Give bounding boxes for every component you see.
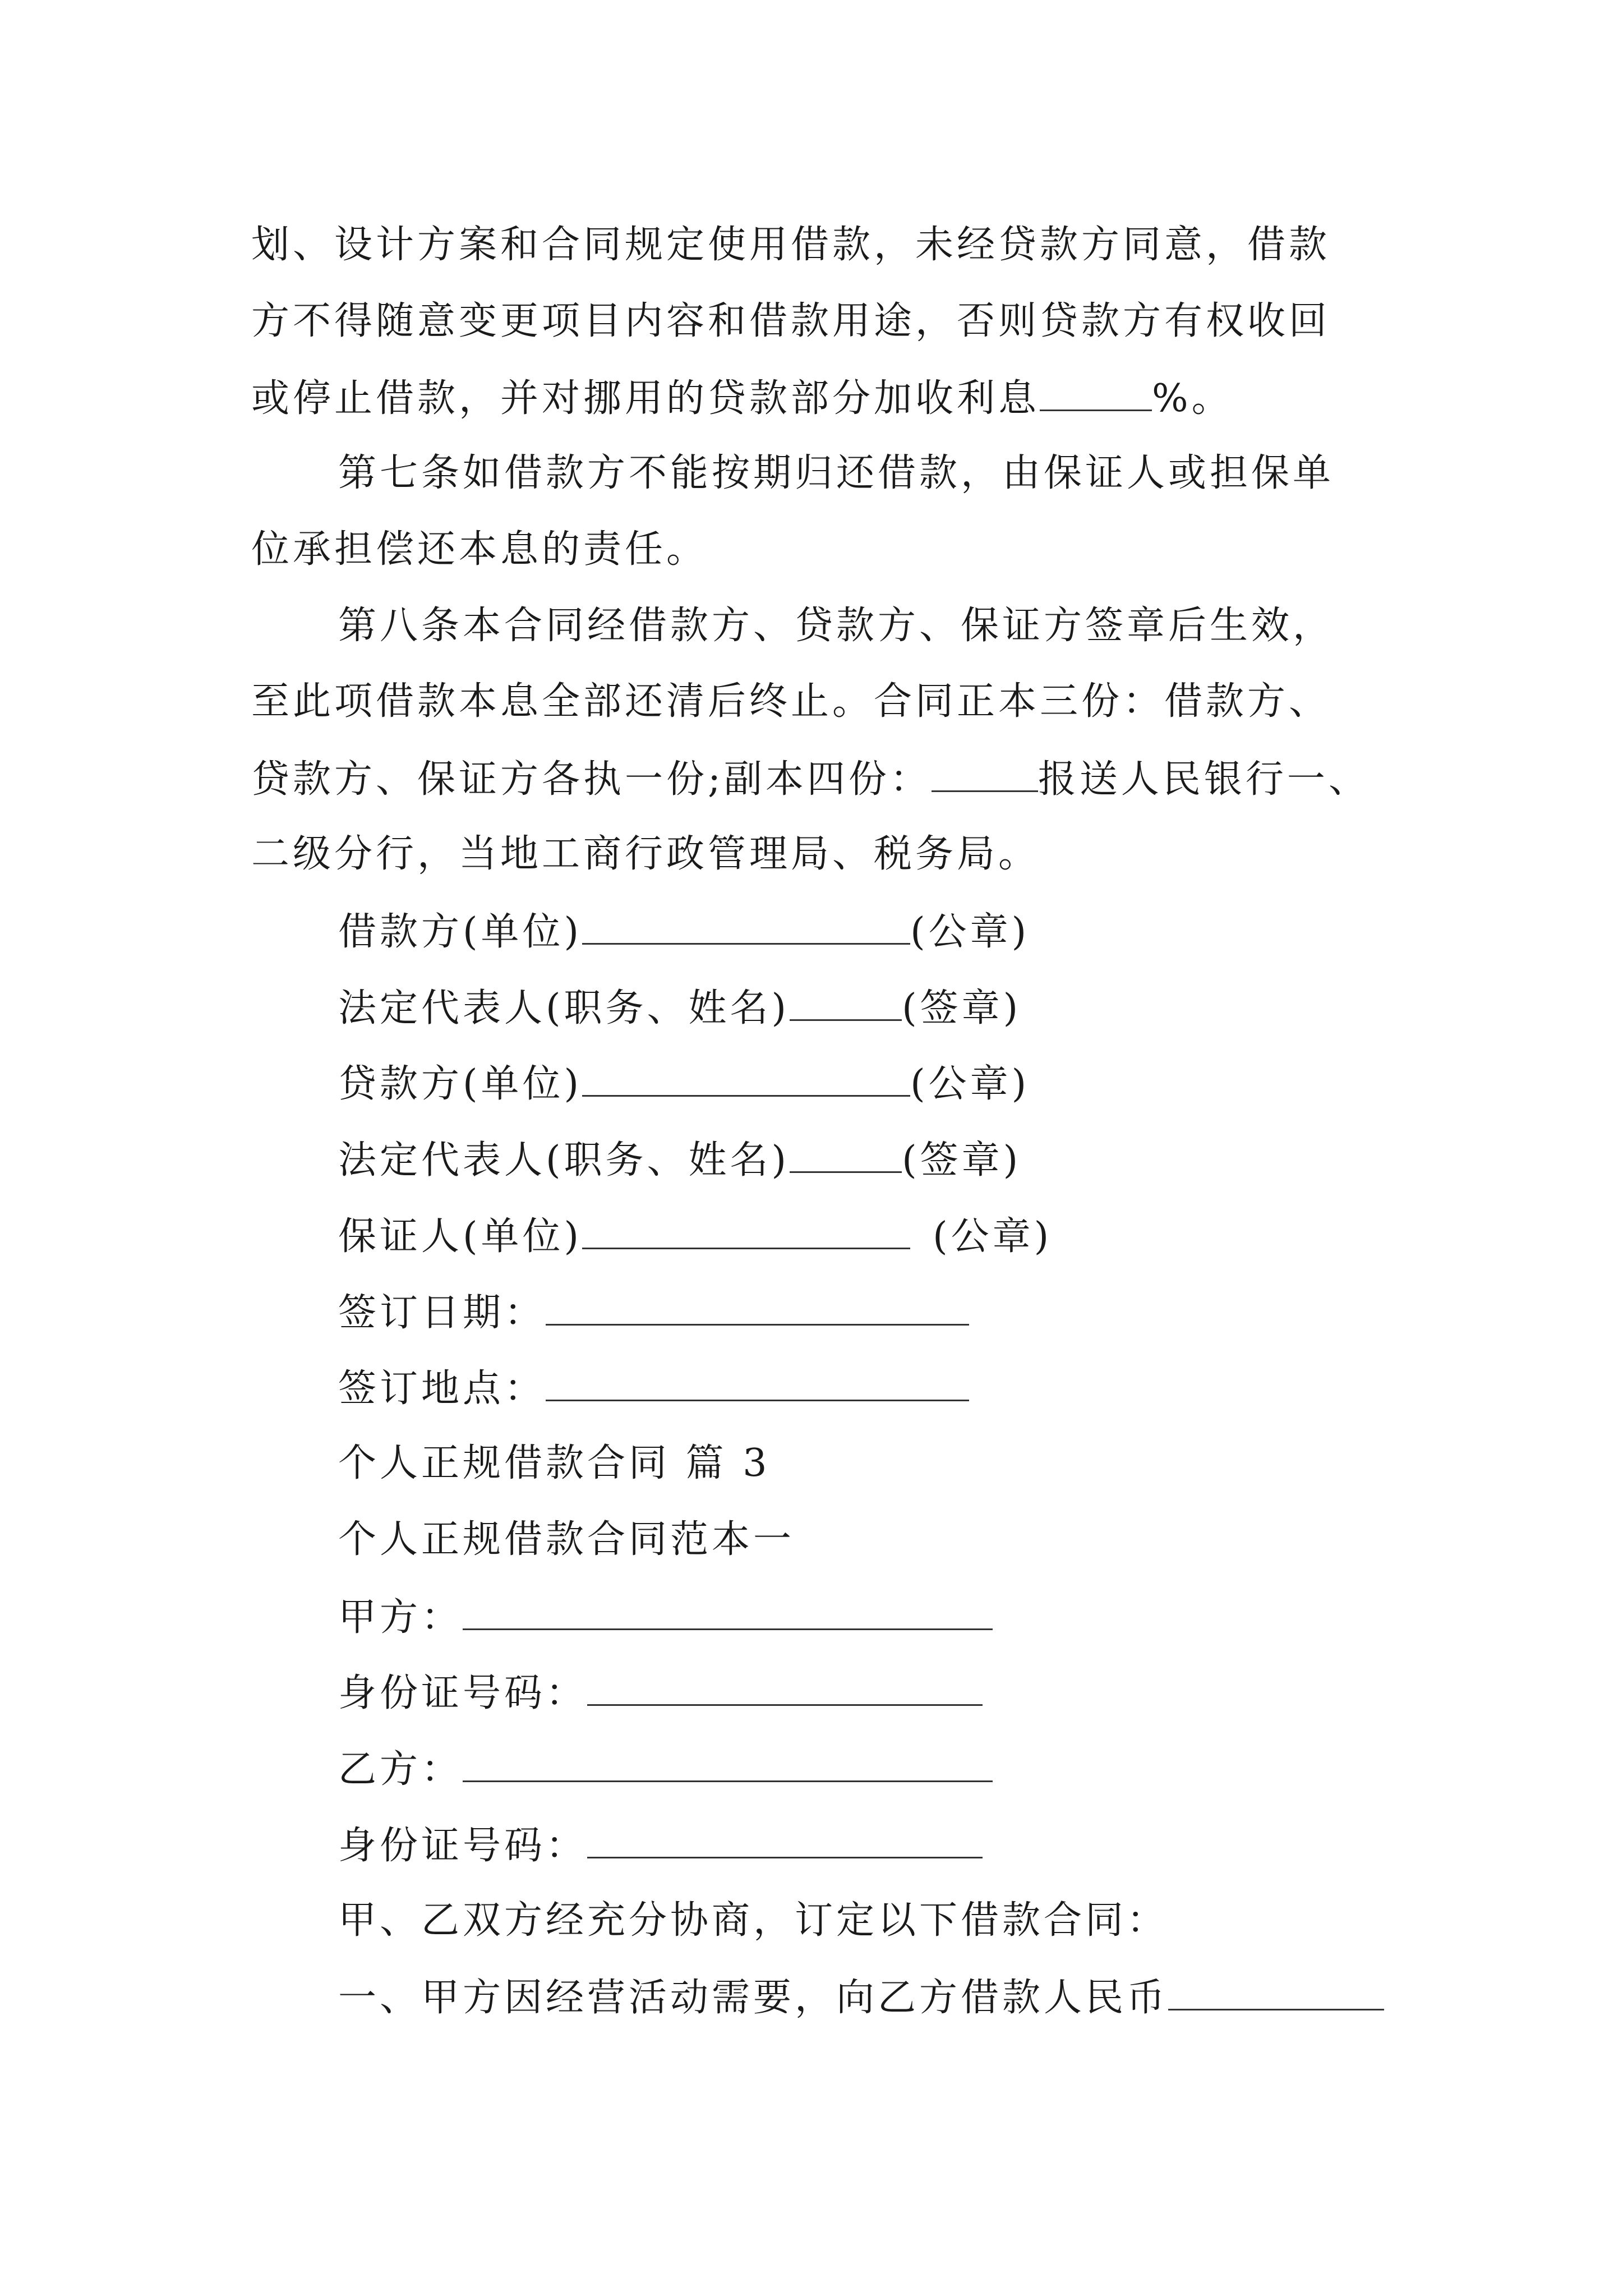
id-number-label: 身份证号码： xyxy=(338,1824,588,1868)
signature-label: 法定代表人(职务、姓名) xyxy=(338,986,790,1030)
signing-place-label: 签订地点： xyxy=(338,1366,546,1411)
signature-blank[interactable] xyxy=(790,984,902,1021)
paragraph-line: 第七条如借款方不能按期归还借款，由保证人或担保单 xyxy=(338,451,1335,495)
paragraph-line: 至此项借款本息全部还清后终止。合同正本三份：借款方、 xyxy=(251,679,1331,724)
signing-date-line xyxy=(338,1289,969,1336)
id-number-blank[interactable] xyxy=(587,1822,983,1858)
signature-label: 贷款方(单位) xyxy=(338,1062,583,1106)
paragraph-line: 划、设计方案和合同规定使用借款，未经贷款方同意，借款 xyxy=(251,223,1331,267)
signature-line xyxy=(338,1060,1030,1107)
clause-text: 一、甲方因经营活动需要，向乙方借款人民币 xyxy=(338,1976,1169,2020)
seal-note: (签章) xyxy=(902,1138,1022,1182)
signature-blank[interactable] xyxy=(790,1137,902,1173)
paragraph-line: 位承担偿还本息的责任。 xyxy=(251,527,708,572)
paragraph-line: 二级分行，当地工商行政管理局、税务局。 xyxy=(251,832,1040,876)
signature-label: 法定代表人(职务、姓名) xyxy=(338,1138,790,1182)
signature-blank[interactable] xyxy=(582,1213,910,1249)
fill-in-blank[interactable] xyxy=(1040,375,1152,411)
fill-in-blank[interactable] xyxy=(932,756,1038,792)
paragraph-line: 方不得随意变更项目内容和借款用途，否则贷款方有权收回 xyxy=(251,299,1331,343)
party-a-label: 甲方： xyxy=(338,1595,463,1640)
signing-date-blank[interactable] xyxy=(546,1289,969,1326)
section-heading: 个人正规借款合同 篇 3 xyxy=(338,1441,771,1485)
paragraph-line: 第八条本合同经借款方、贷款方、保证方签章后生效， xyxy=(338,604,1335,648)
party-b-blank[interactable] xyxy=(463,1746,993,1782)
party-line xyxy=(338,1669,983,1716)
signature-line xyxy=(338,1213,1052,1259)
party-line xyxy=(338,1594,993,1640)
percent-sign: %。 xyxy=(1152,376,1233,421)
signing-place-blank[interactable] xyxy=(546,1365,969,1401)
party-a-blank[interactable] xyxy=(463,1594,993,1630)
signature-blank[interactable] xyxy=(582,1060,910,1097)
seal-note: (公章) xyxy=(910,910,1030,954)
seal-note: (公章) xyxy=(910,1062,1030,1106)
id-number-label: 身份证号码： xyxy=(338,1671,588,1715)
section-subheading: 个人正规借款合同范本一 xyxy=(338,1517,795,1562)
id-number-blank[interactable] xyxy=(587,1669,983,1706)
party-line xyxy=(338,1746,993,1792)
agreement-intro: 甲、乙双方经充分协商，订定以下借款合同： xyxy=(338,1898,1169,1943)
signing-place-line xyxy=(338,1365,969,1411)
seal-note: (公章) xyxy=(933,1214,1053,1259)
signature-line xyxy=(338,984,1021,1031)
party-b-label: 乙方： xyxy=(338,1747,463,1792)
paragraph-text: 或停止借款，并对挪用的贷款部分加收利息 xyxy=(251,376,1040,421)
seal-note: (签章) xyxy=(902,986,1022,1030)
paragraph-line xyxy=(251,756,1370,802)
amount-blank[interactable] xyxy=(1168,1974,1384,2010)
paragraph-line xyxy=(251,375,1233,421)
paragraph-text: 贷款方、保证方各执一份;副本四份： xyxy=(251,757,932,802)
signature-label: 保证人(单位) xyxy=(338,1214,583,1259)
clause-line xyxy=(338,1974,1384,2021)
signature-line xyxy=(338,908,1030,955)
signature-blank[interactable] xyxy=(582,908,910,945)
signing-date-label: 签订日期： xyxy=(338,1291,546,1335)
party-line xyxy=(338,1822,983,1869)
signature-label: 借款方(单位) xyxy=(338,910,583,954)
signature-line xyxy=(338,1137,1021,1183)
paragraph-text: 报送人民银行一、 xyxy=(1038,757,1370,802)
